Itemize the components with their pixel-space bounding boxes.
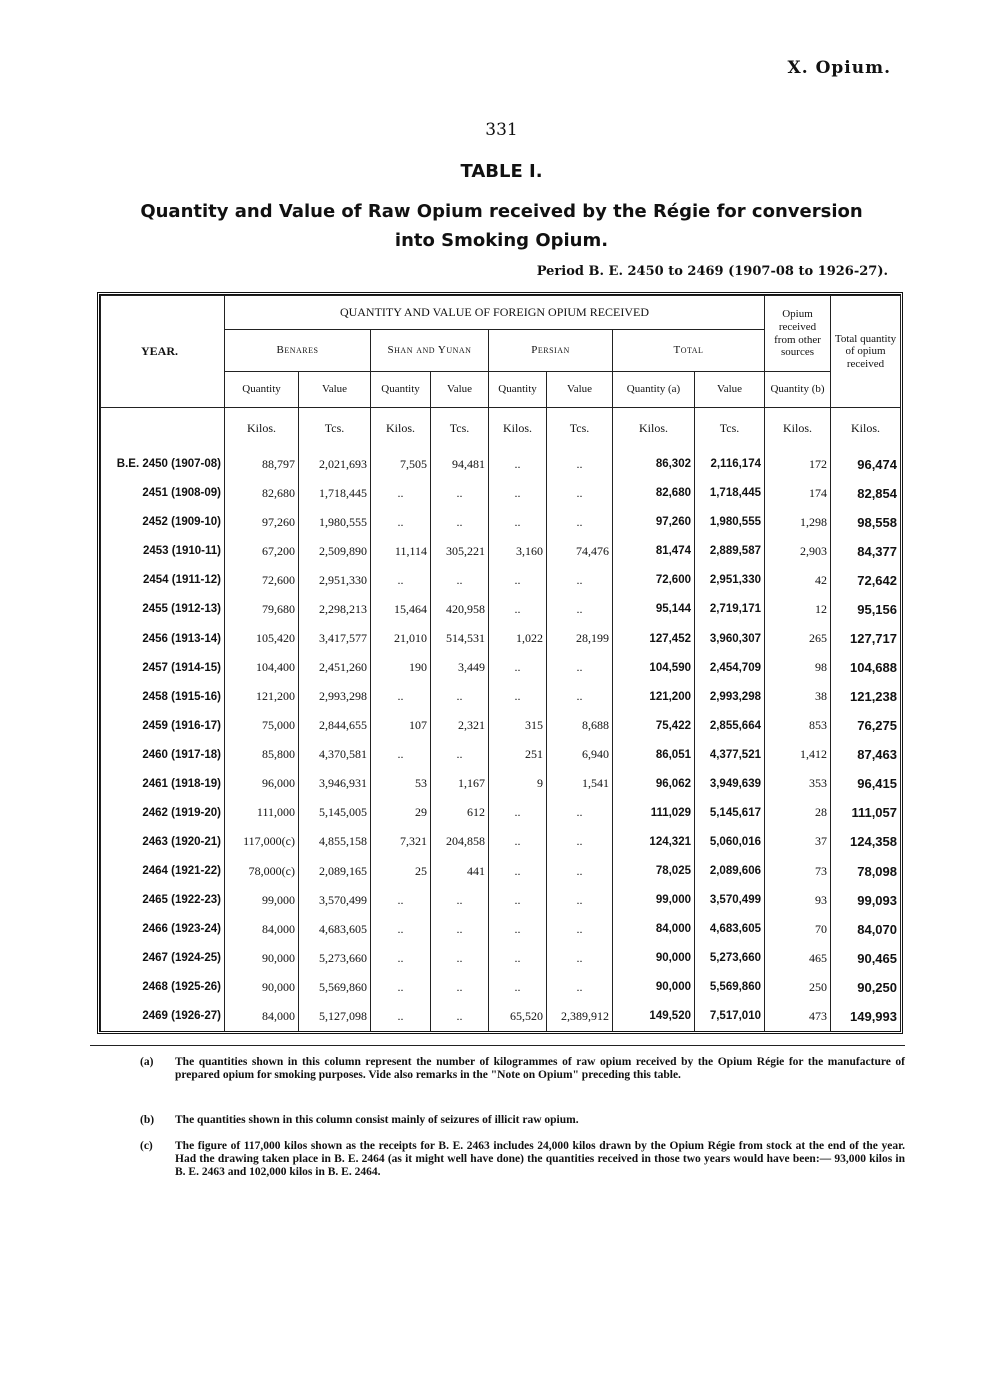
value-cell: .. <box>431 682 489 711</box>
value-cell: 121,200 <box>613 682 695 711</box>
value-cell: 78,025 <box>613 857 695 886</box>
value-cell: 84,000 <box>225 1002 299 1031</box>
year-cell: 2454 (1911-12) <box>101 566 225 595</box>
value-cell: 99,000 <box>225 886 299 915</box>
value-cell: 78,000(c) <box>225 857 299 886</box>
value-cell: 104,688 <box>831 653 901 682</box>
header-foreign: QUANTITY AND VALUE OF FOREIGN OPIUM RECEIVED <box>225 296 765 330</box>
table-row <box>101 682 901 711</box>
value-cell: 2,089,606 <box>695 857 765 886</box>
value-cell: 93 <box>765 886 831 915</box>
value-cell: 3,960,307 <box>695 624 765 653</box>
value-cell: 104,400 <box>225 653 299 682</box>
value-cell: 97,260 <box>613 508 695 537</box>
value-cell: .. <box>371 566 431 595</box>
header-total-quantity: Total quantity of opium received <box>831 296 901 408</box>
value-cell: 11,114 <box>371 537 431 566</box>
value-cell: .. <box>371 682 431 711</box>
value-cell: .. <box>489 857 547 886</box>
value-cell: 81,474 <box>613 537 695 566</box>
value-cell: 38 <box>765 682 831 711</box>
value-cell: 353 <box>765 769 831 798</box>
value-cell: .. <box>489 798 547 827</box>
value-cell: 3,570,499 <box>695 886 765 915</box>
value-cell: 2,298,213 <box>299 595 371 624</box>
table-row <box>101 740 901 769</box>
value-cell: 90,465 <box>831 944 901 973</box>
header-other-sources: Opium received from other sources <box>765 296 831 372</box>
year-cell: 2465 (1922-23) <box>101 886 225 915</box>
value-cell: .. <box>489 973 547 1002</box>
page-number: 331 <box>485 120 518 140</box>
value-cell: 250 <box>765 973 831 1002</box>
header-quantity-b: Quantity (b) <box>765 372 831 408</box>
table-row <box>101 1002 901 1031</box>
value-cell: .. <box>547 653 613 682</box>
year-cell: 2462 (1919-20) <box>101 798 225 827</box>
year-cell: 2455 (1912-13) <box>101 595 225 624</box>
value-cell: .. <box>489 682 547 711</box>
table-row <box>101 508 901 537</box>
data-table-frame <box>97 292 903 1034</box>
value-cell: 612 <box>431 798 489 827</box>
value-cell: 79,680 <box>225 595 299 624</box>
value-cell: .. <box>547 915 613 944</box>
year-cell: 2458 (1915-16) <box>101 682 225 711</box>
value-cell: .. <box>489 508 547 537</box>
value-cell: 21,010 <box>371 624 431 653</box>
table-row <box>101 827 901 856</box>
value-cell: 121,238 <box>831 682 901 711</box>
value-cell: 2,889,587 <box>695 537 765 566</box>
value-cell: 42 <box>765 566 831 595</box>
value-cell: .. <box>547 450 613 479</box>
value-cell: 5,060,016 <box>695 827 765 856</box>
value-cell: .. <box>489 479 547 508</box>
year-cell: 2464 (1921-22) <box>101 857 225 886</box>
value-cell: 3,946,931 <box>299 769 371 798</box>
year-cell: 2466 (1923-24) <box>101 915 225 944</box>
value-cell: 72,600 <box>225 566 299 595</box>
table-row <box>101 944 901 973</box>
value-cell: .. <box>489 595 547 624</box>
value-cell: .. <box>547 508 613 537</box>
value-cell: 2,993,298 <box>299 682 371 711</box>
table-row <box>101 973 901 1002</box>
header-shan-yunan: Shan and Yunan <box>371 330 489 372</box>
value-cell: 72,600 <box>613 566 695 595</box>
header-value: Value <box>299 372 371 408</box>
value-cell: .. <box>371 886 431 915</box>
value-cell: 5,569,860 <box>299 973 371 1002</box>
value-cell: 86,051 <box>613 740 695 769</box>
footnote-mark: (b) <box>140 1114 155 1126</box>
value-cell: .. <box>371 1002 431 1031</box>
value-cell: 2,951,330 <box>695 566 765 595</box>
header-quantity: Quantity <box>489 372 547 408</box>
value-cell: .. <box>371 973 431 1002</box>
table-row <box>101 537 901 566</box>
value-cell: 82,854 <box>831 479 901 508</box>
value-cell: 84,377 <box>831 537 901 566</box>
value-cell: 2,021,693 <box>299 450 371 479</box>
value-cell: 2,454,709 <box>695 653 765 682</box>
value-cell: 82,680 <box>225 479 299 508</box>
year-cell: 2453 (1910-11) <box>101 537 225 566</box>
value-cell: 104,590 <box>613 653 695 682</box>
value-cell: 5,273,660 <box>695 944 765 973</box>
value-cell: .. <box>547 595 613 624</box>
unit-cell: Kilos. <box>225 408 299 450</box>
value-cell: 67,200 <box>225 537 299 566</box>
table-row <box>101 653 901 682</box>
table-row <box>101 915 901 944</box>
value-cell: .. <box>547 827 613 856</box>
value-cell: 305,221 <box>431 537 489 566</box>
divider <box>90 1045 905 1046</box>
value-cell: 2,321 <box>431 711 489 740</box>
value-cell: 2,509,890 <box>299 537 371 566</box>
value-cell: 1,718,445 <box>695 479 765 508</box>
value-cell: 96,000 <box>225 769 299 798</box>
value-cell: 7,321 <box>371 827 431 856</box>
table-label: TABLE I. <box>460 161 543 182</box>
value-cell: 5,127,098 <box>299 1002 371 1031</box>
value-cell: .. <box>489 886 547 915</box>
header-quantity: Quantity <box>225 372 299 408</box>
value-cell: .. <box>489 566 547 595</box>
value-cell: 4,855,158 <box>299 827 371 856</box>
value-cell: 2,951,330 <box>299 566 371 595</box>
value-cell: 87,463 <box>831 740 901 769</box>
value-cell: 53 <box>371 769 431 798</box>
footnote-mark: (a) <box>140 1056 154 1068</box>
unit-cell: Kilos. <box>489 408 547 450</box>
value-cell: .. <box>371 944 431 973</box>
value-cell: 85,800 <box>225 740 299 769</box>
value-cell: 84,000 <box>613 915 695 944</box>
value-cell: 107 <box>371 711 431 740</box>
value-cell: 4,683,605 <box>695 915 765 944</box>
value-cell: .. <box>547 479 613 508</box>
header-total: Total <box>613 330 765 372</box>
year-cell: 2452 (1909-10) <box>101 508 225 537</box>
value-cell: .. <box>489 450 547 479</box>
unit-cell: Kilos. <box>831 408 901 450</box>
value-cell: 174 <box>765 479 831 508</box>
value-cell: 99,000 <box>613 886 695 915</box>
value-cell: .. <box>547 973 613 1002</box>
header-persian: Persian <box>489 330 613 372</box>
value-cell: 265 <box>765 624 831 653</box>
table-row <box>101 711 901 740</box>
footnote-a <box>140 1056 905 1082</box>
value-cell: 4,377,521 <box>695 740 765 769</box>
value-cell: 105,420 <box>225 624 299 653</box>
header-value: Value <box>695 372 765 408</box>
unit-cell: Tcs. <box>695 408 765 450</box>
value-cell: 1,167 <box>431 769 489 798</box>
year-cell: 2461 (1918-19) <box>101 769 225 798</box>
value-cell: 2,451,260 <box>299 653 371 682</box>
value-cell: 149,520 <box>613 1002 695 1031</box>
value-cell: 473 <box>765 1002 831 1031</box>
header-quantity-a: Quantity (a) <box>613 372 695 408</box>
value-cell: 2,844,655 <box>299 711 371 740</box>
header-quantity: Quantity <box>371 372 431 408</box>
value-cell: 2,389,912 <box>547 1002 613 1031</box>
value-cell: 98 <box>765 653 831 682</box>
value-cell: 9 <box>489 769 547 798</box>
value-cell: 90,000 <box>613 944 695 973</box>
value-cell: .. <box>431 1002 489 1031</box>
value-cell: 97,260 <box>225 508 299 537</box>
value-cell: 1,718,445 <box>299 479 371 508</box>
value-cell: 73 <box>765 857 831 886</box>
footnote-mark: (c) <box>140 1140 153 1152</box>
value-cell: 111,029 <box>613 798 695 827</box>
value-cell: 72,642 <box>831 566 901 595</box>
header-year: YEAR. <box>101 296 225 408</box>
value-cell: 111,057 <box>831 798 901 827</box>
value-cell: 15,464 <box>371 595 431 624</box>
value-cell: .. <box>547 886 613 915</box>
value-cell: 12 <box>765 595 831 624</box>
value-cell: .. <box>371 508 431 537</box>
value-cell: 204,858 <box>431 827 489 856</box>
value-cell: .. <box>489 653 547 682</box>
value-cell: 84,070 <box>831 915 901 944</box>
footnote-b <box>140 1114 905 1127</box>
footnote-c <box>140 1140 905 1180</box>
value-cell: 2,089,165 <box>299 857 371 886</box>
year-cell: 2459 (1916-17) <box>101 711 225 740</box>
value-cell: .. <box>431 944 489 973</box>
value-cell: .. <box>371 740 431 769</box>
value-cell: 7,517,010 <box>695 1002 765 1031</box>
value-cell: 1,980,555 <box>695 508 765 537</box>
value-cell: 117,000(c) <box>225 827 299 856</box>
value-cell: .. <box>431 566 489 595</box>
value-cell: 465 <box>765 944 831 973</box>
value-cell: 98,558 <box>831 508 901 537</box>
unit-cell: Tcs. <box>547 408 613 450</box>
value-cell: 25 <box>371 857 431 886</box>
year-cell: 2463 (1920-21) <box>101 827 225 856</box>
year-cell: 2460 (1917-18) <box>101 740 225 769</box>
year-cell: 2456 (1913-14) <box>101 624 225 653</box>
value-cell: 6,940 <box>547 740 613 769</box>
units-row <box>101 408 901 450</box>
value-cell: 4,370,581 <box>299 740 371 769</box>
table-row <box>101 450 901 479</box>
section-header: X. Opium. <box>787 58 891 78</box>
value-cell: 2,993,298 <box>695 682 765 711</box>
value-cell: 441 <box>431 857 489 886</box>
value-cell: 94,481 <box>431 450 489 479</box>
value-cell: 90,000 <box>613 973 695 1002</box>
value-cell: 111,000 <box>225 798 299 827</box>
year-cell: 2467 (1924-25) <box>101 944 225 973</box>
value-cell: 124,358 <box>831 827 901 856</box>
value-cell: 190 <box>371 653 431 682</box>
value-cell: 2,903 <box>765 537 831 566</box>
value-cell: 96,474 <box>831 450 901 479</box>
value-cell: 149,993 <box>831 1002 901 1031</box>
value-cell: 2,719,171 <box>695 595 765 624</box>
unit-cell: Tcs. <box>431 408 489 450</box>
value-cell: 121,200 <box>225 682 299 711</box>
value-cell: 1,022 <box>489 624 547 653</box>
value-cell: 251 <box>489 740 547 769</box>
value-cell: 96,415 <box>831 769 901 798</box>
value-cell: .. <box>371 915 431 944</box>
value-cell: 5,273,660 <box>299 944 371 973</box>
value-cell: 65,520 <box>489 1002 547 1031</box>
value-cell: 90,000 <box>225 973 299 1002</box>
table-row <box>101 595 901 624</box>
value-cell: .. <box>431 915 489 944</box>
table-row <box>101 857 901 886</box>
table-row <box>101 769 901 798</box>
value-cell: 124,321 <box>613 827 695 856</box>
value-cell: 75,000 <box>225 711 299 740</box>
value-cell: .. <box>431 740 489 769</box>
opium-data-table <box>100 295 901 1031</box>
value-cell: 76,275 <box>831 711 901 740</box>
value-cell: 853 <box>765 711 831 740</box>
value-cell: 88,797 <box>225 450 299 479</box>
table-row <box>101 624 901 653</box>
value-cell: 5,145,617 <box>695 798 765 827</box>
value-cell: 172 <box>765 450 831 479</box>
value-cell: .. <box>489 827 547 856</box>
value-cell: 8,688 <box>547 711 613 740</box>
value-cell: .. <box>431 479 489 508</box>
value-cell: 84,000 <box>225 915 299 944</box>
table-row <box>101 798 901 827</box>
unit-cell: Kilos. <box>765 408 831 450</box>
header-benares: Benares <box>225 330 371 372</box>
table-row <box>101 886 901 915</box>
value-cell: 90,250 <box>831 973 901 1002</box>
value-cell: 3,417,577 <box>299 624 371 653</box>
value-cell: 4,683,605 <box>299 915 371 944</box>
value-cell: 420,958 <box>431 595 489 624</box>
value-cell: .. <box>431 886 489 915</box>
value-cell: 315 <box>489 711 547 740</box>
value-cell: 127,717 <box>831 624 901 653</box>
value-cell: 90,000 <box>225 944 299 973</box>
year-cell: 2468 (1925-26) <box>101 973 225 1002</box>
value-cell: 3,570,499 <box>299 886 371 915</box>
value-cell: 96,062 <box>613 769 695 798</box>
value-cell: .. <box>547 682 613 711</box>
value-cell: .. <box>431 973 489 1002</box>
value-cell: 514,531 <box>431 624 489 653</box>
value-cell: 3,449 <box>431 653 489 682</box>
footnote-text: The quantities shown in this column represent the number of kilogrammes of raw opium received by the Opium Régie for the manufacture of prepared opium for smoking purposes. Vide also remarks in the "Note on Opium" preceding this table. <box>175 1056 905 1082</box>
value-cell: 37 <box>765 827 831 856</box>
value-cell: 95,144 <box>613 595 695 624</box>
value-cell: .. <box>547 944 613 973</box>
header-value: Value <box>431 372 489 408</box>
value-cell: .. <box>371 479 431 508</box>
year-cell: 2457 (1914-15) <box>101 653 225 682</box>
value-cell: 3,160 <box>489 537 547 566</box>
value-cell: 75,422 <box>613 711 695 740</box>
year-cell: 2451 (1908-09) <box>101 479 225 508</box>
table-title-line2: into Smoking Opium. <box>394 230 609 251</box>
value-cell: 5,569,860 <box>695 973 765 1002</box>
value-cell: 127,452 <box>613 624 695 653</box>
table-row <box>101 479 901 508</box>
value-cell: 78,098 <box>831 857 901 886</box>
value-cell: .. <box>489 915 547 944</box>
value-cell: 2,116,174 <box>695 450 765 479</box>
unit-cell: Tcs. <box>299 408 371 450</box>
year-cell: B.E. 2450 (1907-08) <box>101 450 225 479</box>
header-value: Value <box>547 372 613 408</box>
value-cell: 1,412 <box>765 740 831 769</box>
value-cell: .. <box>547 566 613 595</box>
table-title-line1: Quantity and Value of Raw Opium received by the Régie for conversion <box>140 201 863 222</box>
value-cell: 7,505 <box>371 450 431 479</box>
value-cell: .. <box>431 508 489 537</box>
year-cell: 2469 (1926-27) <box>101 1002 225 1031</box>
value-cell: 70 <box>765 915 831 944</box>
value-cell: 95,156 <box>831 595 901 624</box>
value-cell: 5,145,005 <box>299 798 371 827</box>
table-row <box>101 566 901 595</box>
value-cell: 2,855,664 <box>695 711 765 740</box>
value-cell: .. <box>489 944 547 973</box>
value-cell: .. <box>547 798 613 827</box>
unit-cell: Kilos. <box>613 408 695 450</box>
footnote-text: The figure of 117,000 kilos shown as the receipts for B. E. 2463 includes 24,000 kilos drawn by the Opium Régie from stock at the end of the year. Had the drawing taken place in B. E. 2464 (as it might well have done) the quantities received in those two years would have been:— 93,000 kilos in B. E. 2463 and 102,000 kilos in B. E. 2464. <box>175 1140 905 1179</box>
value-cell: .. <box>547 857 613 886</box>
value-cell: 99,093 <box>831 886 901 915</box>
value-cell: 82,680 <box>613 479 695 508</box>
value-cell: 1,298 <box>765 508 831 537</box>
value-cell: 29 <box>371 798 431 827</box>
value-cell: 28,199 <box>547 624 613 653</box>
value-cell: 3,949,639 <box>695 769 765 798</box>
unit-cell: Kilos. <box>371 408 431 450</box>
footnote-text: The quantities shown in this column consist mainly of seizures of illicit raw opium. <box>175 1114 579 1126</box>
value-cell: 86,302 <box>613 450 695 479</box>
value-cell: 1,541 <box>547 769 613 798</box>
period-subtitle: Period B. E. 2450 to 2469 (1907-08 to 1926-27). <box>536 264 888 279</box>
value-cell: 1,980,555 <box>299 508 371 537</box>
value-cell: 74,476 <box>547 537 613 566</box>
value-cell: 28 <box>765 798 831 827</box>
